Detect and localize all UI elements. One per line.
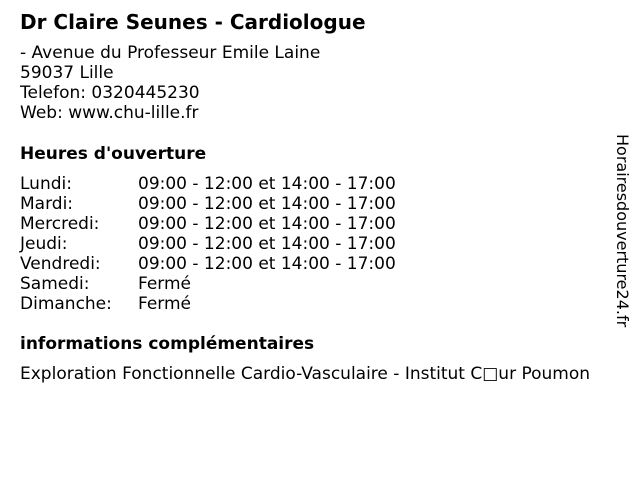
- opening-hours-table: [20, 174, 396, 314]
- hours-value: 09:00 - 12:00 et 14:00 - 17:00: [138, 234, 396, 254]
- hours-value: 09:00 - 12:00 et 14:00 - 17:00: [138, 174, 396, 194]
- day-label: Mardi:: [20, 194, 74, 214]
- street-address: - Avenue du Professeur Emile Laine: [20, 43, 321, 63]
- city: 59037 Lille: [20, 63, 114, 83]
- page-title: Dr Claire Seunes - Cardiologue: [20, 10, 366, 34]
- day-label: Jeudi:: [20, 234, 68, 254]
- additional-info-text: Exploration Fonctionnelle Cardio-Vasculaire - Institut C□ur Poumon: [20, 364, 591, 384]
- day-label: Samedi:: [20, 274, 90, 294]
- hours-row-monday: [20, 174, 396, 194]
- hours-row-thursday: [20, 234, 396, 254]
- hours-row-friday: [20, 254, 396, 274]
- address-block: [20, 43, 320, 123]
- hours-value: 09:00 - 12:00 et 14:00 - 17:00: [138, 194, 396, 214]
- day-label: Lundi:: [20, 174, 72, 194]
- hours-value: 09:00 - 12:00 et 14:00 - 17:00: [138, 214, 396, 234]
- day-label: Dimanche:: [20, 294, 112, 314]
- day-label: Mercredi:: [20, 214, 100, 234]
- hours-value: Fermé: [138, 294, 192, 314]
- site-watermark-label: Horairesdouverture24.fr: [613, 134, 632, 328]
- additional-info-heading: informations complémentaires: [20, 334, 315, 354]
- phone-number: Telefon: 0320445230: [20, 83, 200, 103]
- hours-row-sunday: [20, 294, 396, 314]
- hours-row-saturday: [20, 274, 396, 294]
- hours-value: Fermé: [138, 274, 192, 294]
- website: Web: www.chu-lille.fr: [20, 103, 199, 123]
- hours-row-wednesday: [20, 214, 396, 234]
- day-label: Vendredi:: [20, 254, 101, 274]
- opening-hours-heading: Heures d'ouverture: [20, 144, 207, 164]
- hours-row-tuesday: [20, 194, 396, 214]
- hours-value: 09:00 - 12:00 et 14:00 - 17:00: [138, 254, 396, 274]
